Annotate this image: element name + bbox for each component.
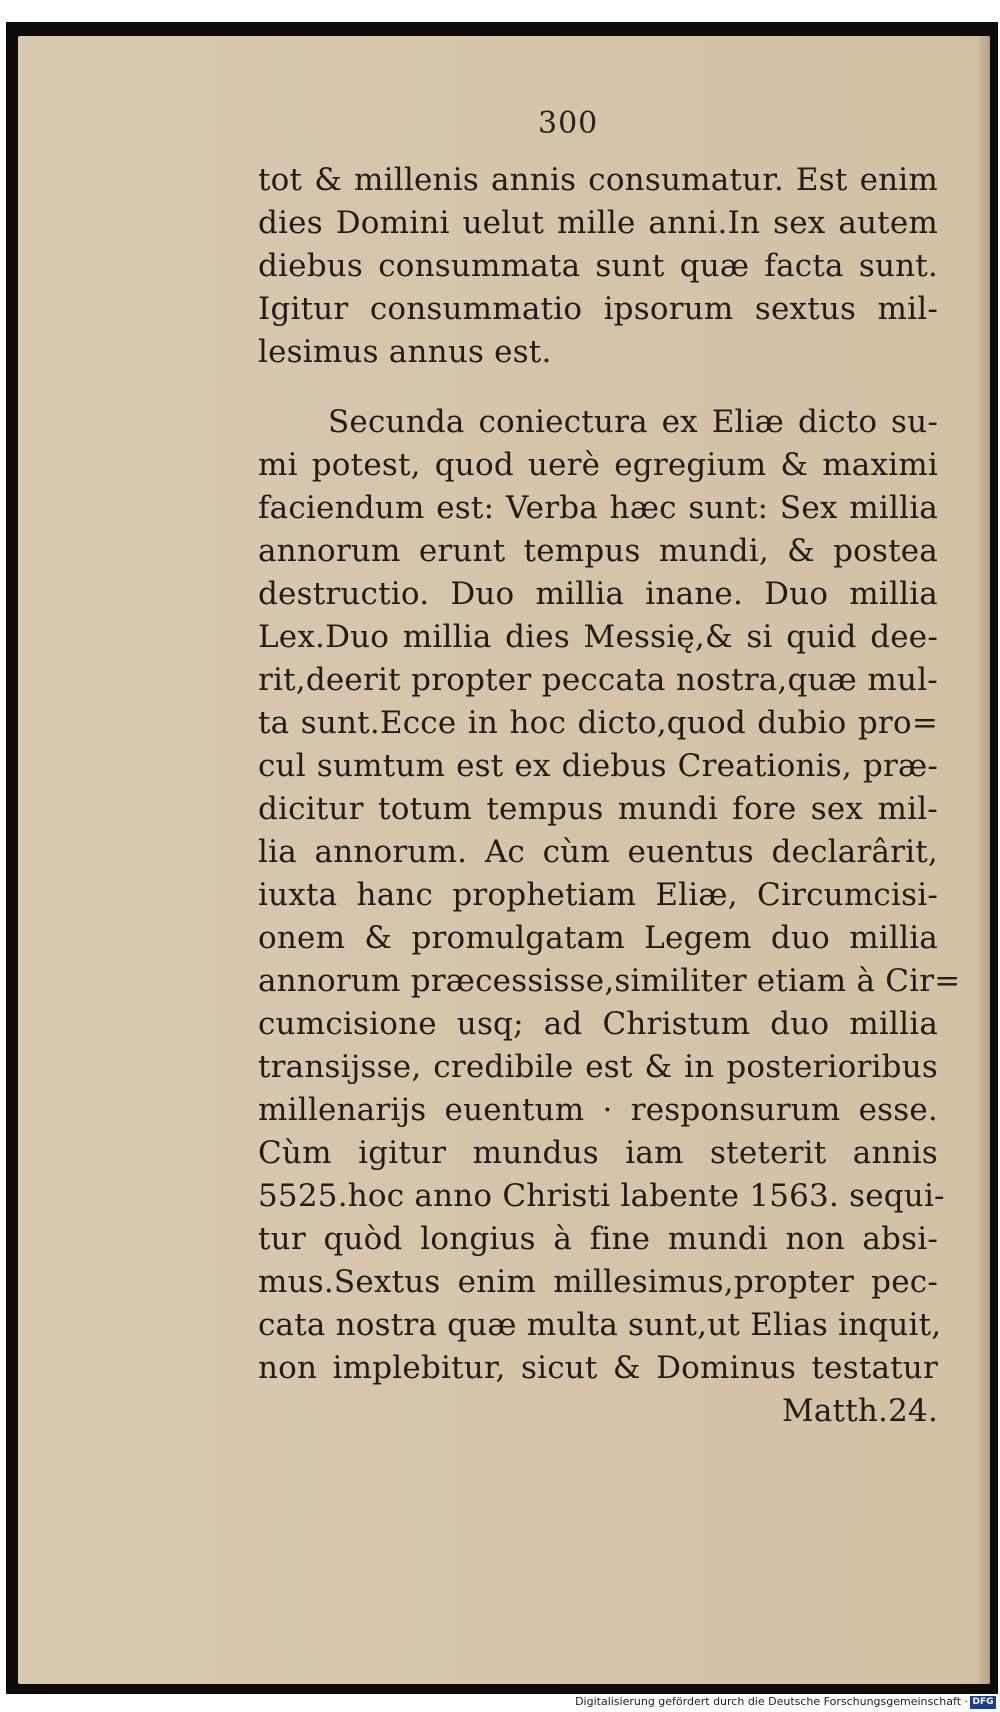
text-line: cul sumtum est ex diebus Creationis, præ- (258, 748, 938, 784)
text-line: Cùm igitur mundus iam steterit annis (258, 1135, 938, 1171)
funding-notice: Digitalisierung gefördert durch die Deutsche Forschungsgemeinschaft · (575, 1695, 968, 1708)
text-line: mus.Sextus enim millesimus,propter pec- (258, 1264, 938, 1300)
text-line: 5525.hoc anno Christi labente 1563. sequi- (258, 1178, 945, 1214)
text-line: tot & millenis annis consumatur. Est enim (258, 162, 938, 198)
text-line: mi potest, quod uerè egregium & maximi (258, 447, 938, 483)
text-line: ta sunt.Ecce in hoc dicto,quod dubio pro= (258, 705, 938, 741)
text-line: Igitur consummatio ipsorum sextus mil- (258, 291, 938, 327)
book-page (18, 36, 990, 1684)
text-line: tur quòd longius à fine mundi non absi- (258, 1221, 938, 1257)
page-edge-shadow (976, 36, 990, 1684)
text-line: annorum præcessisse,similiter etiam à Cir= (258, 963, 961, 999)
footer-bar (0, 1694, 1000, 1712)
text-line: lia annorum. Ac cùm euentus declarârit, (258, 834, 938, 870)
text-line: onem & promulgatam Legem duo millia (258, 920, 938, 956)
text-line: dies Domini uelut mille anni.In sex autem (258, 205, 938, 241)
catchword: Matth.24. (781, 1393, 938, 1429)
text-line: faciendum est: Verba hæc sunt: Sex millia (258, 490, 938, 526)
text-line: non implebitur, sicut & Dominus testatur (258, 1350, 938, 1386)
text-line: rit,deerit propter peccata nostra,quæ mul- (258, 662, 938, 698)
page-number: 300 (538, 106, 599, 141)
text-line: cumcisione usq; ad Christum duo millia (258, 1006, 938, 1042)
text-line: iuxta hanc prophetiam Eliæ, Circumcisi- (258, 877, 938, 913)
paragraph-start-line: Secunda coniectura ex Eliæ dicto su- (328, 404, 938, 440)
text-line: annorum erunt tempus mundi, & postea (258, 533, 938, 569)
text-line: diebus consummata sunt quæ facta sunt. (258, 248, 938, 284)
text-line: Lex.Duo millia dies Messię,& si quid dee- (258, 619, 938, 655)
dfg-logo-icon: DFG (970, 1696, 996, 1709)
text-line: destructio. Duo millia inane. Duo millia (258, 576, 938, 612)
text-line: millenarijs euentum · responsurum esse. (258, 1092, 938, 1128)
text-line: lesimus annus est. (258, 334, 552, 370)
text-line: transijsse, credibile est & in posterioribus (258, 1049, 938, 1085)
text-line: dicitur totum tempus mundi fore sex mil- (258, 791, 938, 827)
text-line: cata nostra quæ multa sunt,ut Elias inquit, (258, 1307, 942, 1343)
